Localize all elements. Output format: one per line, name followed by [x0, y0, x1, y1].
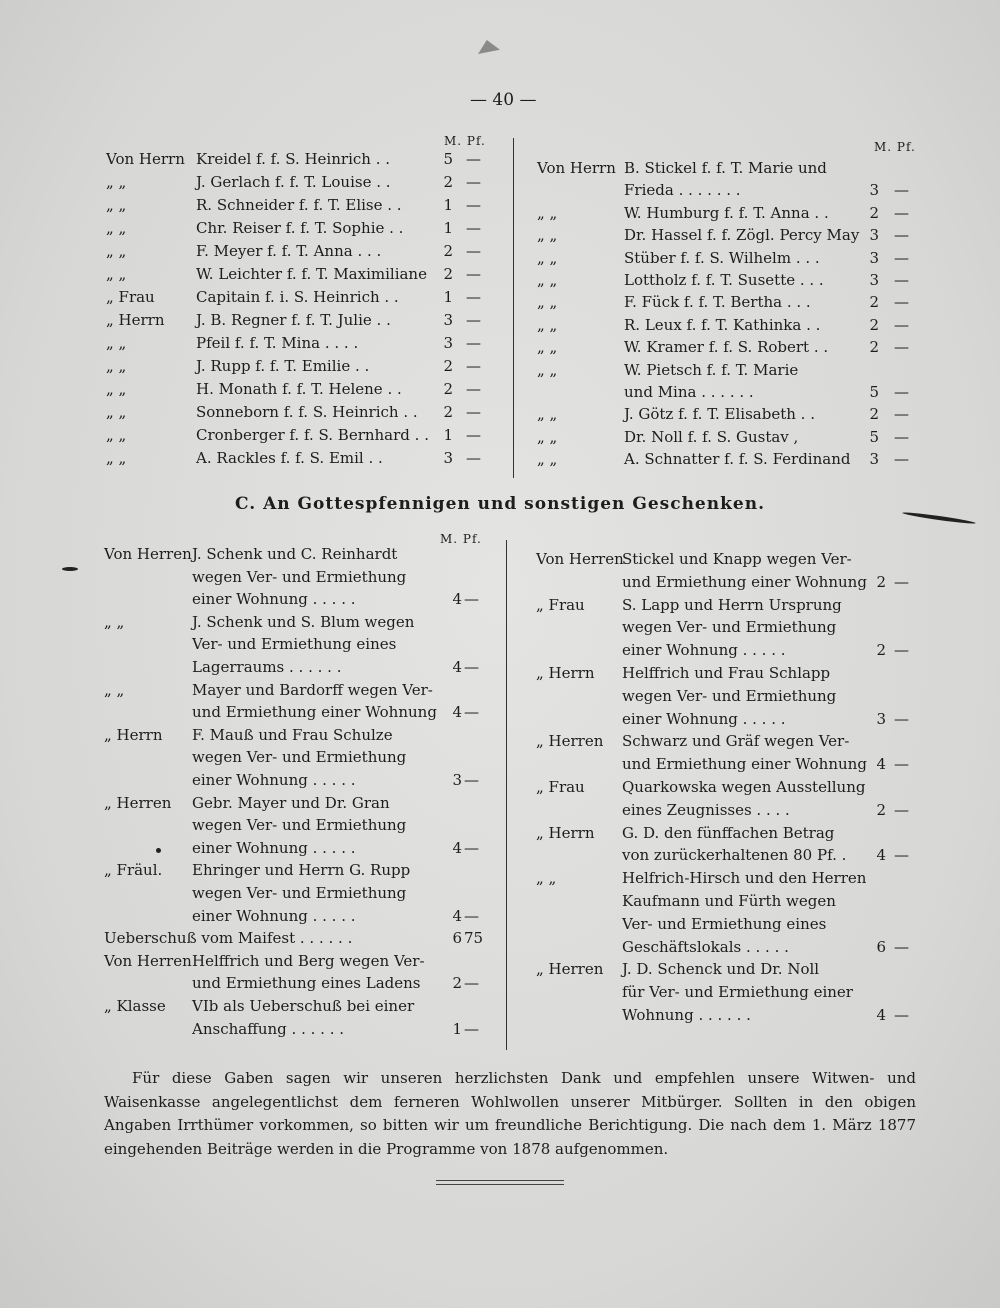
entry-mark: 2: [443, 380, 453, 398]
column-divider: [513, 138, 514, 478]
entry-text: Ehringer und Herrn G. Rupp: [192, 861, 411, 880]
entry-mark: 4: [876, 846, 886, 865]
list-entry: [536, 981, 916, 1003]
entry-mark: 4: [876, 755, 886, 774]
entry-text: Pfeil f. f. T. Mina . . . .: [196, 334, 359, 352]
list-entry: [106, 332, 501, 354]
entry-mark: 3: [443, 311, 453, 329]
entry-salutation: „ „: [106, 219, 127, 237]
entry-text: einer Wohnung . . . . .: [622, 641, 786, 660]
entry-pfennig: —: [894, 293, 909, 312]
list-entry: [104, 859, 499, 881]
entry-pfennig: —: [466, 219, 481, 237]
list-entry: [536, 799, 916, 821]
entry-mark: 4: [452, 590, 462, 609]
list-entry: [104, 611, 499, 633]
list-entry: [106, 217, 501, 239]
entry-mark: 4: [452, 703, 462, 722]
entry-salutation: „ „: [106, 426, 127, 444]
entry-pfennig: —: [894, 709, 909, 728]
entry-pfennig: —: [466, 288, 481, 306]
entry-pfennig: —: [464, 974, 479, 993]
entry-mark: 1: [443, 196, 453, 214]
entry-pfennig: —: [894, 427, 909, 446]
entry-salutation: Von Herrn: [106, 150, 185, 168]
list-entry: [536, 913, 916, 935]
entry-text: und Ermiethung eines Ladens: [192, 974, 421, 993]
entry-salutation: „ Herrn: [536, 664, 595, 682]
entry-salutation: „ Frau: [536, 778, 585, 796]
list-entry: [536, 639, 916, 661]
entry-salutation: „ „: [537, 360, 558, 379]
ink-smudge: [62, 567, 78, 571]
column-divider-bottom: [506, 540, 507, 1050]
section-heading: C. An Gottespfennigen und sonstigen Geschenken.: [235, 494, 765, 514]
entry-mark: 2: [443, 242, 453, 260]
entry-mark: 3: [443, 334, 453, 352]
entry-pfennig: —: [466, 449, 481, 467]
entry-salutation: „ „: [537, 405, 558, 424]
entry-text: Helfrich-Hirsch und den Herren: [622, 869, 867, 888]
entry-pfennig: —: [464, 906, 479, 925]
entry-salutation: Von Herrn: [537, 159, 616, 177]
entry-text: A. Rackles f. f. S. Emil . .: [196, 449, 383, 467]
entry-text: W. Leichter f. f. T. Maximiliane: [196, 265, 427, 283]
entry-mark: 4: [876, 1006, 886, 1024]
entry-text: Lottholz f. f. T. Susette . . .: [624, 271, 824, 289]
list-entry: [104, 566, 499, 588]
entry-text: und Ermiethung einer Wohnung: [622, 572, 867, 591]
list-entry: [536, 571, 916, 593]
entry-text: S. Lapp und Herrn Ursprung: [622, 595, 842, 614]
entry-mark: 3: [443, 449, 453, 467]
entry-mark: 3: [869, 271, 879, 289]
entry-text: R. Leux f. f. T. Kathinka . .: [624, 315, 821, 334]
closing-paragraph: Für diese Gaben sagen wir unseren herzlichsten Dank und empfehlen unsere Witwen- und Waisenkasse angelegentlichst dem ferneren Wohlwollen unserer Mitbürger. Sollten in den obigen Angaben Irrthümer vorkommen, so bitten wir um freundliche Berichtigung. Die nach dem 1. März 1877 eingehenden Beiträge werden in die Programme von 1878 aufgenommen.: [104, 1069, 916, 1158]
list-entry: [537, 269, 917, 291]
list-entry: [104, 950, 499, 972]
entry-mark: 3: [869, 226, 879, 245]
entry-text: Frieda . . . . . . .: [624, 181, 741, 200]
entry-pfennig: —: [894, 450, 909, 469]
list-entry: [104, 724, 499, 746]
entry-salutation: „ „: [536, 869, 557, 888]
entry-text: Kaufmann und Fürth wegen: [622, 892, 836, 910]
entry-text: Geschäftslokals . . . . .: [622, 937, 789, 956]
entry-mark: 4: [452, 838, 462, 857]
entry-pfennig: —: [466, 196, 481, 214]
entry-salutation: „ „: [537, 293, 558, 312]
entry-salutation: „ „: [537, 248, 558, 267]
entry-text: Anschaffung . . . . . .: [192, 1019, 344, 1038]
entry-salutation: „ „: [106, 173, 127, 191]
list-entry: [536, 708, 916, 730]
list-entry: [536, 822, 916, 844]
list-entry: [104, 882, 499, 904]
list-entry: [106, 171, 501, 193]
entry-salutation: „ „: [537, 226, 558, 245]
list-entry: [106, 286, 501, 308]
entry-mark: 3: [452, 771, 462, 789]
entry-pfennig: —: [894, 937, 909, 956]
entry-text: wegen Ver- und Ermiethung: [192, 567, 407, 586]
entry-salutation: „ „: [106, 357, 127, 375]
list-entry: [536, 730, 916, 752]
entry-text: Stickel und Knapp wegen Ver-: [622, 550, 852, 568]
list-entry: [537, 157, 917, 179]
entry-salutation: „ Herrn: [536, 823, 595, 842]
list-entry: [536, 685, 916, 707]
entry-pfennig: —: [894, 271, 909, 289]
entry-text: wegen Ver- und Ermiethung: [622, 618, 837, 637]
entry-salutation: „ „: [106, 380, 127, 398]
entry-salutation: Von Herren: [536, 550, 624, 568]
entry-mark: 6: [452, 929, 462, 948]
entry-salutation: „ „: [537, 427, 558, 446]
list-entry: [537, 336, 917, 358]
entry-pfennig: —: [894, 846, 909, 865]
entry-pfennig: —: [894, 383, 909, 401]
list-entry: [536, 867, 916, 889]
entry-text: J. Rupp f. f. T. Emilie . .: [196, 357, 370, 375]
list-entry: [104, 927, 499, 949]
entry-text: B. Stickel f. f. T. Marie und: [624, 159, 827, 177]
entry-mark: 2: [443, 173, 453, 191]
entry-pfennig: —: [466, 242, 481, 260]
list-entry: [104, 746, 499, 768]
ink-mark: [478, 40, 500, 54]
entry-salutation: „ „: [106, 403, 127, 421]
entry-text: F. Mauß und Frau Schulze: [192, 725, 393, 744]
list-entry: [104, 543, 499, 565]
entry-salutation: „ „: [106, 449, 127, 467]
list-entry: [106, 240, 501, 262]
entry-text: A. Schnatter f. f. S. Ferdinand: [624, 450, 851, 469]
entry-mark: 2: [869, 203, 879, 222]
entry-pfennig: —: [464, 658, 479, 676]
list-entry: [537, 403, 917, 425]
entry-text: H. Monath f. f. T. Helene . .: [196, 380, 402, 398]
list-entry: [537, 247, 917, 269]
entry-pfennig: —: [466, 173, 481, 191]
column-header-left: M. Pf.: [444, 134, 486, 148]
entry-mark: 1: [452, 1019, 462, 1038]
entry-salutation: „ „: [106, 334, 127, 352]
entry-pfennig: —: [464, 703, 479, 722]
entry-text: Sonneborn f. f. S. Heinrich . .: [196, 403, 418, 421]
entry-salutation: „ „: [106, 196, 127, 214]
list-entry: [106, 355, 501, 377]
entry-salutation: „ „: [106, 242, 127, 260]
list-entry: [536, 1004, 916, 1026]
list-entry: [106, 378, 501, 400]
entry-mark: 4: [452, 906, 462, 925]
entry-text: Dr. Hassel f. f. Zögl. Percy May: [624, 226, 860, 245]
entry-text: Helffrich und Frau Schlapp: [622, 664, 831, 682]
list-entry: [104, 972, 499, 994]
entry-mark: 1: [443, 426, 453, 444]
entry-text: Capitain f. i. S. Heinrich . .: [196, 288, 399, 306]
entry-text: Helffrich und Berg wegen Ver-: [192, 951, 425, 970]
list-entry: [537, 202, 917, 224]
list-entry: [106, 148, 501, 170]
list-entry: [536, 936, 916, 958]
entry-salutation: „ „: [106, 265, 127, 283]
entry-mark: 2: [869, 405, 879, 424]
entry-pfennig: —: [464, 590, 479, 609]
list-entry: [106, 447, 501, 469]
entry-mark: 3: [869, 450, 879, 469]
list-entry: [536, 594, 916, 616]
entry-text: J. Schenk und S. Blum wegen: [192, 612, 415, 631]
entry-text: Kreidel f. f. S. Heinrich . .: [196, 150, 390, 168]
entry-text: wegen Ver- und Ermiethung: [192, 748, 407, 767]
list-entry: [537, 291, 917, 313]
entry-text: Lagerraums . . . . . .: [192, 658, 342, 676]
entry-text: Cronberger f. f. S. Bernhard . .: [196, 426, 429, 444]
entry-text: einer Wohnung . . . . .: [192, 771, 356, 789]
entry-pfennig: —: [464, 771, 479, 789]
entry-pfennig: —: [894, 572, 909, 591]
list-entry: [104, 679, 499, 701]
list-entry: [536, 662, 916, 684]
entry-salutation: „ Klasse: [104, 997, 166, 1015]
entry-mark: 2: [876, 572, 886, 591]
entry-text: Stüber f. f. S. Wilhelm . . .: [624, 248, 820, 267]
entry-mark: 2: [876, 641, 886, 660]
entry-text: J. Götz f. f. T. Elisabeth . .: [624, 405, 815, 424]
entry-text: einer Wohnung . . . . .: [192, 590, 356, 609]
entry-pfennig: —: [894, 1006, 909, 1024]
entry-pfennig: —: [466, 334, 481, 352]
list-entry: [537, 426, 917, 448]
list-entry: [537, 224, 917, 246]
entry-salutation: „ „: [537, 450, 558, 469]
entry-pfennig: —: [894, 755, 909, 774]
entry-pfennig: —: [894, 203, 909, 222]
column-header-bottom-left: M. Pf.: [440, 532, 482, 546]
list-entry: [104, 656, 499, 678]
entry-pfennig: —: [894, 248, 909, 267]
entry-text: Schwarz und Gräf wegen Ver-: [622, 732, 850, 751]
entry-salutation: „ Fräul.: [104, 861, 163, 880]
entry-text: Gebr. Mayer und Dr. Gran: [192, 793, 390, 812]
list-entry: [106, 263, 501, 285]
entry-text: Ver- und Ermiethung eines: [192, 635, 397, 654]
entry-text: einer Wohnung . . . . .: [192, 906, 356, 925]
entry-salutation: „ Herren: [104, 793, 172, 812]
entry-text: F. Meyer f. f. T. Anna . . .: [196, 242, 382, 260]
list-entry: [537, 448, 917, 470]
entry-text: R. Schneider f. f. T. Elise . .: [196, 196, 402, 214]
entry-text: Wohnung . . . . . .: [622, 1006, 751, 1024]
list-entry: [104, 995, 499, 1017]
entry-salutation: „ „: [537, 203, 558, 222]
entry-pfennig: —: [466, 150, 481, 168]
list-entry: [536, 958, 916, 980]
list-entry: [537, 359, 917, 381]
entry-text: J. B. Regner f. f. T. Julie . .: [196, 311, 391, 329]
entry-mark: 2: [443, 265, 453, 283]
entry-salutation: „ Frau: [536, 595, 585, 614]
entry-pfennig: —: [466, 403, 481, 421]
entry-mark: 2: [869, 315, 879, 334]
entry-salutation: „ „: [537, 271, 558, 289]
list-entry: [536, 616, 916, 638]
entry-pfennig: —: [466, 265, 481, 283]
entry-salutation: Von Herren: [104, 545, 192, 563]
end-rule: [436, 1184, 564, 1185]
entry-text: und Mina . . . . . .: [624, 383, 754, 401]
list-entry: [106, 424, 501, 446]
list-entry: [104, 814, 499, 836]
entry-pfennig: —: [894, 405, 909, 424]
entry-text: Chr. Reiser f. f. T. Sophie . .: [196, 219, 404, 237]
entry-text: W. Humburg f. f. T. Anna . .: [624, 203, 829, 222]
list-entry: [106, 401, 501, 423]
entry-text: für Ver- und Ermiethung einer: [622, 983, 853, 1002]
entry-text: von zurückerhaltenen 80 Pf. .: [622, 846, 847, 865]
list-entry: [536, 753, 916, 775]
entry-mark: 2: [443, 357, 453, 375]
entry-pfennig: —: [464, 1019, 479, 1038]
entry-salutation: „ „: [104, 612, 125, 631]
entry-text: Mayer und Bardorff wegen Ver-: [192, 680, 433, 699]
entry-mark: 5: [443, 150, 453, 168]
entry-salutation: Von Herren: [104, 951, 192, 970]
entry-mark: 2: [869, 338, 879, 357]
entry-text: J. Schenk und C. Reinhardt: [192, 545, 398, 563]
list-entry: [104, 701, 499, 723]
entry-mark: 6: [876, 937, 886, 956]
list-entry: [537, 179, 917, 201]
entry-salutation: „ „: [537, 315, 558, 334]
entry-text: F. Fück f. f. T. Bertha . . .: [624, 293, 811, 312]
list-entry: [104, 588, 499, 610]
entry-mark: 3: [869, 248, 879, 267]
list-entry: [537, 314, 917, 336]
entry-text: W. Pietsch f. f. T. Marie: [624, 360, 799, 379]
entry-salutation: „ „: [104, 680, 125, 699]
entry-mark: 5: [869, 427, 879, 446]
entry-text: und Ermiethung einer Wohnung: [622, 755, 867, 774]
entry-mark: 5: [869, 383, 879, 401]
list-entry: [106, 309, 501, 331]
entry-text: einer Wohnung . . . . .: [622, 709, 786, 728]
entry-pfennig: —: [894, 315, 909, 334]
list-entry: [106, 194, 501, 216]
entry-salutation: „ „: [537, 338, 558, 357]
entry-text: wegen Ver- und Ermiethung: [192, 884, 407, 902]
entry-mark: 3: [869, 181, 879, 200]
entry-pfennig: —: [464, 838, 479, 857]
entry-pfennig: —: [466, 357, 481, 375]
list-entry: [104, 1018, 499, 1040]
entry-pfennig: —: [894, 181, 909, 200]
entry-salutation: „ Herren: [536, 732, 604, 751]
entry-pfennig: —: [466, 311, 481, 329]
entry-salutation: „ Herrn: [106, 311, 165, 329]
entry-salutation: „ Herrn: [104, 725, 163, 744]
entry-mark: 2: [443, 403, 453, 421]
entry-text: Quarkowska wegen Ausstellung: [622, 778, 866, 796]
entry-mark: 4: [452, 658, 462, 676]
list-entry: [536, 844, 916, 866]
list-entry: [537, 381, 917, 403]
entry-text: J. D. Schenck und Dr. Noll: [622, 960, 820, 979]
entry-mark: 2: [876, 800, 886, 819]
entry-text: wegen Ver- und Ermiethung: [622, 686, 837, 705]
page-number: — 40 —: [470, 90, 537, 110]
entry-pfennig: —: [894, 800, 909, 819]
entry-mark: 1: [443, 288, 453, 306]
end-rule: [436, 1180, 564, 1181]
entry-text: W. Kramer f. f. S. Robert . .: [624, 338, 829, 357]
entry-text: J. Gerlach f. f. T. Louise . .: [196, 173, 391, 191]
list-entry: [104, 837, 499, 859]
entry-mark: 2: [869, 293, 879, 312]
list-entry: [536, 548, 916, 570]
entry-text: und Ermiethung einer Wohnung: [192, 703, 437, 722]
entry-pfennig: 75: [464, 929, 484, 948]
entry-text: Dr. Noll f. f. S. Gustav ,: [624, 427, 799, 446]
entry-text: VIb als Ueberschuß bei einer: [192, 997, 415, 1015]
entry-salutation: „ Frau: [106, 288, 155, 306]
entry-pfennig: —: [466, 380, 481, 398]
column-header-right: M. Pf.: [874, 140, 916, 154]
list-entry: [536, 776, 916, 798]
entry-text: eines Zeugnisses . . . .: [622, 800, 790, 819]
list-entry: [104, 792, 499, 814]
entry-mark: 3: [876, 709, 886, 728]
entry-pfennig: —: [894, 641, 909, 660]
entry-text: einer Wohnung . . . . .: [192, 838, 356, 857]
entry-pfennig: —: [894, 226, 909, 245]
entry-mark: 2: [452, 974, 462, 993]
list-entry: [536, 890, 916, 912]
entry-pfennig: —: [894, 338, 909, 357]
list-entry: [104, 633, 499, 655]
entry-text: G. D. den fünffachen Betrag: [622, 823, 835, 842]
list-entry: [104, 769, 499, 791]
entry-text: Ver- und Ermiethung eines: [622, 914, 827, 933]
entry-pfennig: —: [466, 426, 481, 444]
entry-text: wegen Ver- und Ermiethung: [192, 816, 407, 835]
list-entry: [104, 905, 499, 927]
entry-salutation: „ Herren: [536, 960, 604, 979]
entry-salutation: Ueberschuß vom Maifest . . . . . .: [104, 929, 353, 948]
entry-mark: 1: [443, 219, 453, 237]
